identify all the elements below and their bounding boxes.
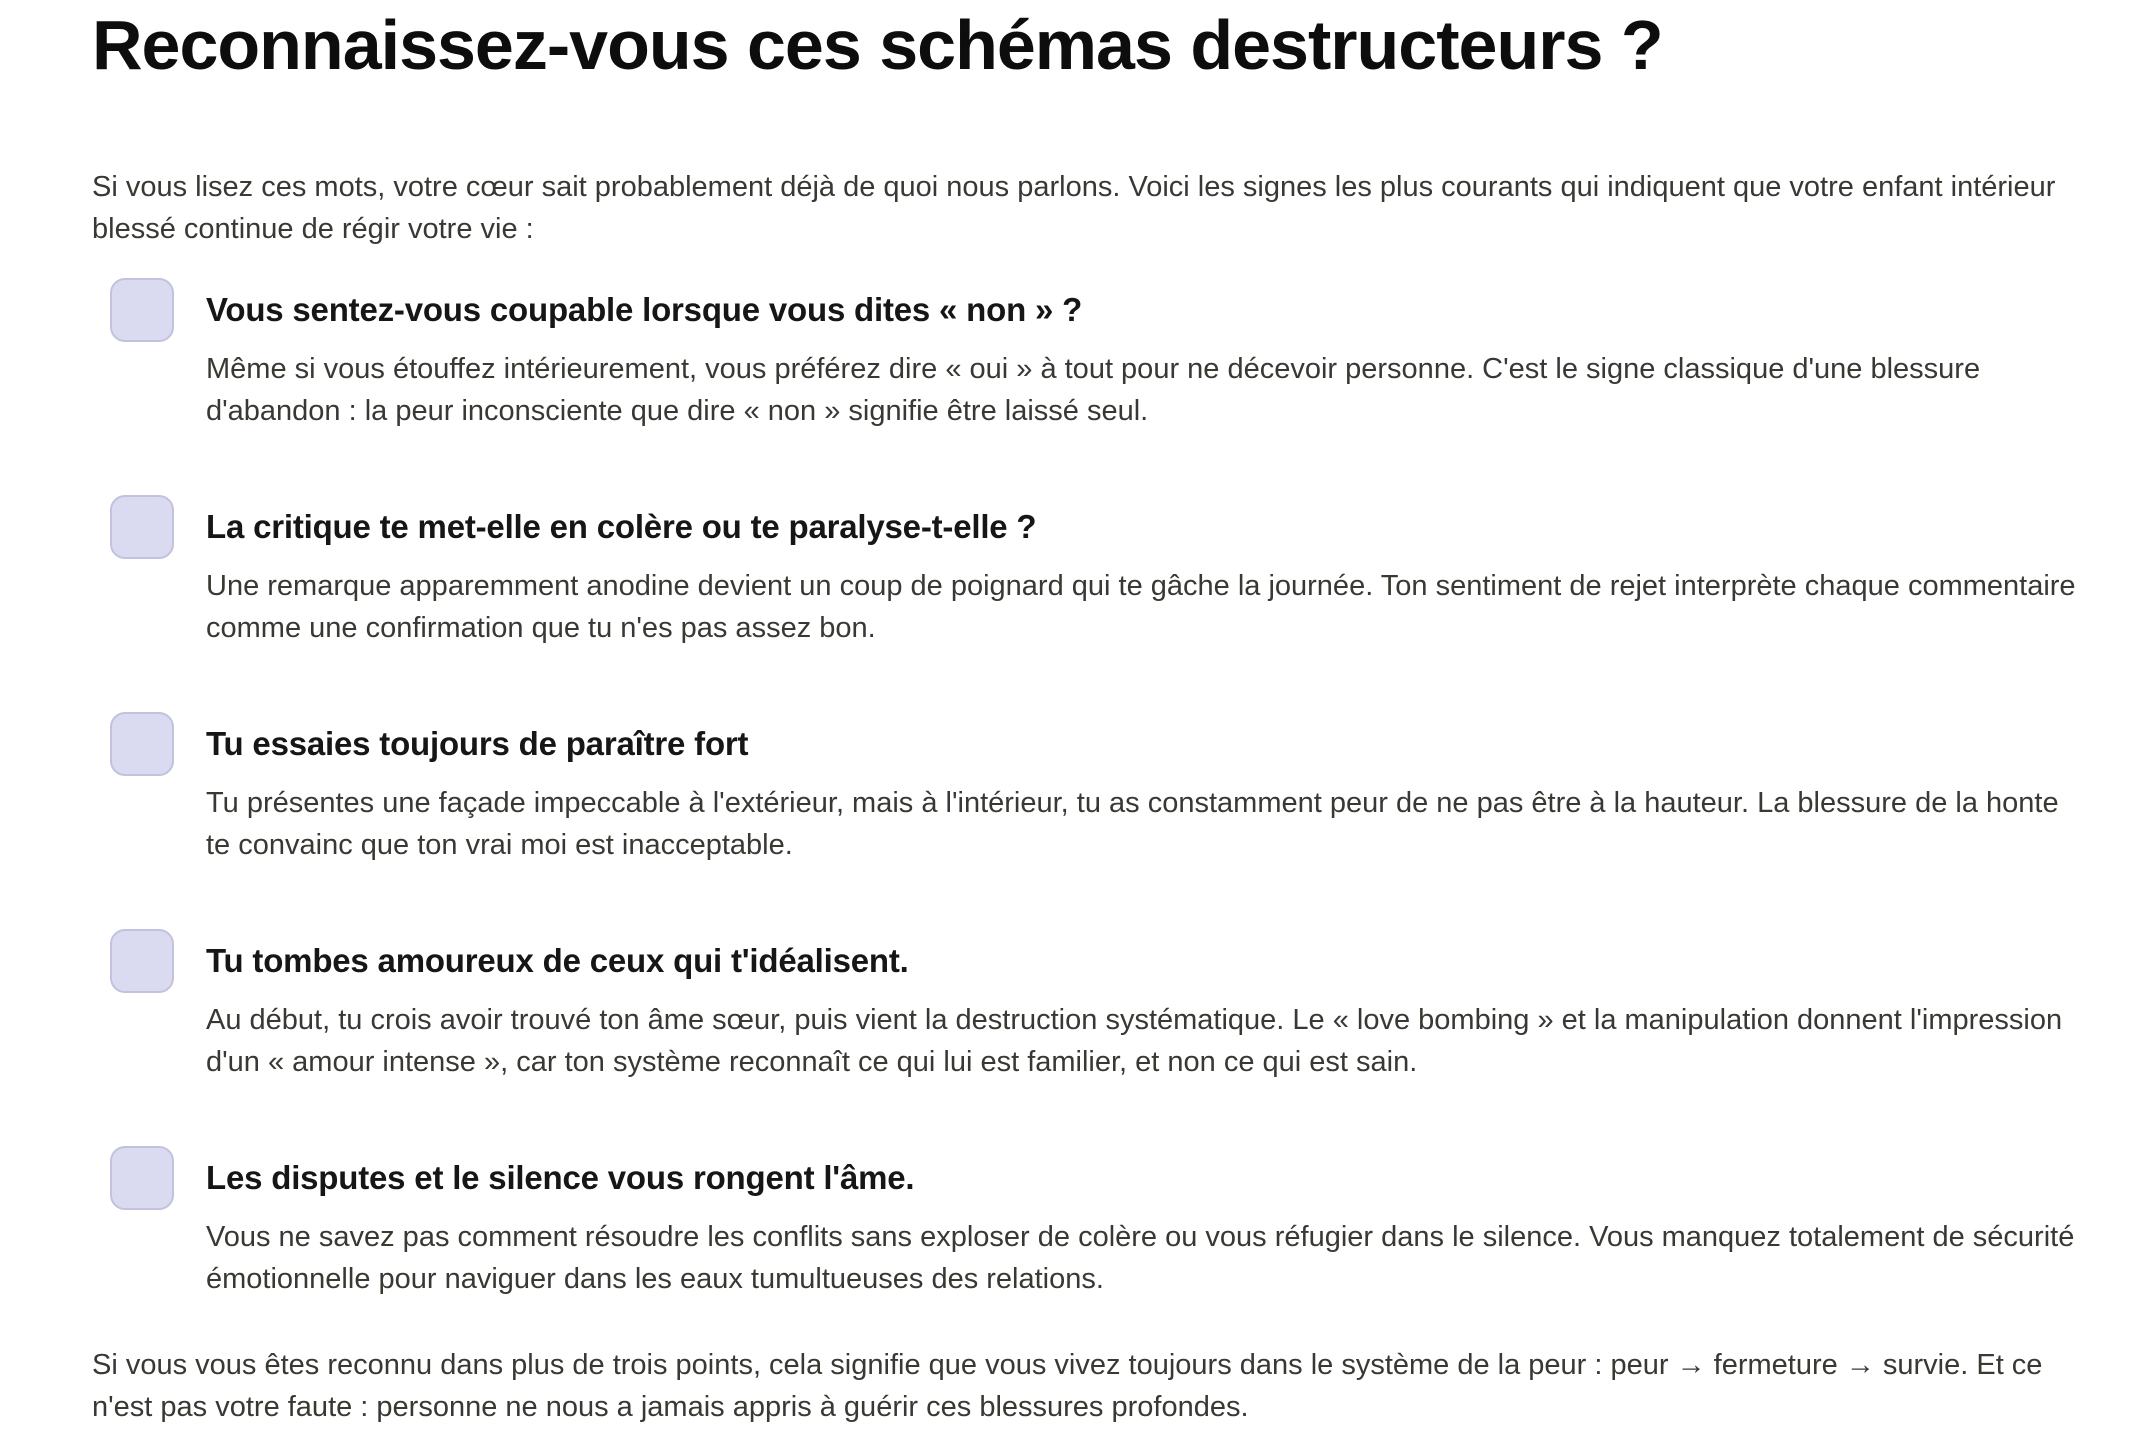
todo-body	[206, 1146, 2086, 1300]
todo-checkbox[interactable]	[110, 1146, 174, 1210]
todo-checkbox[interactable]	[110, 278, 174, 342]
outro-paragraph: Si vous vous êtes reconnu dans plus de trois points, cela signifie que vous vivez toujours dans le système de la peur : peur → fermeture → survie. Et ce n'est pas votre faute : personne ne nous a jamais appris à guérir ces blessures profondes.	[92, 1349, 2043, 1423]
todo-description: Une remarque apparemment anodine devient un coup de poignard qui te gâche la journée. Ton sentiment de rejet interprète chaque commentaire comme une confirmation que tu n'es pas assez bon.	[206, 570, 2076, 644]
page-title: Reconnaissez-vous ces schémas destructeurs ?	[92, 6, 1663, 84]
todo-body	[206, 712, 2086, 866]
todo-heading: Vous sentez-vous coupable lorsque vous dites « non » ?	[206, 291, 1083, 328]
todo-item	[110, 495, 2097, 649]
todo-heading: Tu tombes amoureux de ceux qui t'idéalisent.	[206, 942, 909, 979]
todo-description: Vous ne savez pas comment résoudre les conflits sans exploser de colère ou vous réfugier dans le silence. Vous manquez totalement de sécurité émotionnelle pour naviguer dans les eaux tumultueuses des relations.	[206, 1221, 2075, 1295]
todo-description: Tu présentes une façade impeccable à l'extérieur, mais à l'intérieur, tu as constamment peur de ne pas être à la hauteur. La blessure de la honte te convainc que ton vrai moi est inacceptable.	[206, 787, 2059, 861]
todo-body	[206, 278, 2086, 432]
todo-item	[110, 712, 2097, 866]
todo-heading: Tu essaies toujours de paraître fort	[206, 725, 749, 762]
todo-body	[206, 929, 2086, 1083]
todo-item	[110, 1146, 2097, 1300]
todo-description: Même si vous étouffez intérieurement, vous préférez dire « oui » à tout pour ne décevoir personne. C'est le signe classique d'une blessure d'abandon : la peur inconsciente que dire « non » signifie être laissé seul.	[206, 353, 1981, 427]
todo-heading: Les disputes et le silence vous rongent l'âme.	[206, 1159, 915, 1196]
intro-paragraph: Si vous lisez ces mots, votre cœur sait probablement déjà de quoi nous parlons. Voici les signes les plus courants qui indiquent que votre enfant intérieur blessé continue de régir votre vie :	[92, 171, 2056, 245]
todo-heading: La critique te met-elle en colère ou te paralyse-t-elle ?	[206, 508, 1037, 545]
todo-description: Au début, tu crois avoir trouvé ton âme sœur, puis vient la destruction systématique. Le « love bombing » et la manipulation donnent l'impression d'un « amour intense », car ton système reconnaît ce qui lui est familier, et non ce qui est sain.	[206, 1004, 2063, 1078]
todo-item	[110, 929, 2097, 1083]
todo-body	[206, 495, 2086, 649]
todo-checkbox[interactable]	[110, 712, 174, 776]
todo-checkbox[interactable]	[110, 929, 174, 993]
todo-item	[110, 278, 2097, 432]
todo-checkbox[interactable]	[110, 495, 174, 559]
todo-list	[92, 278, 2097, 1300]
